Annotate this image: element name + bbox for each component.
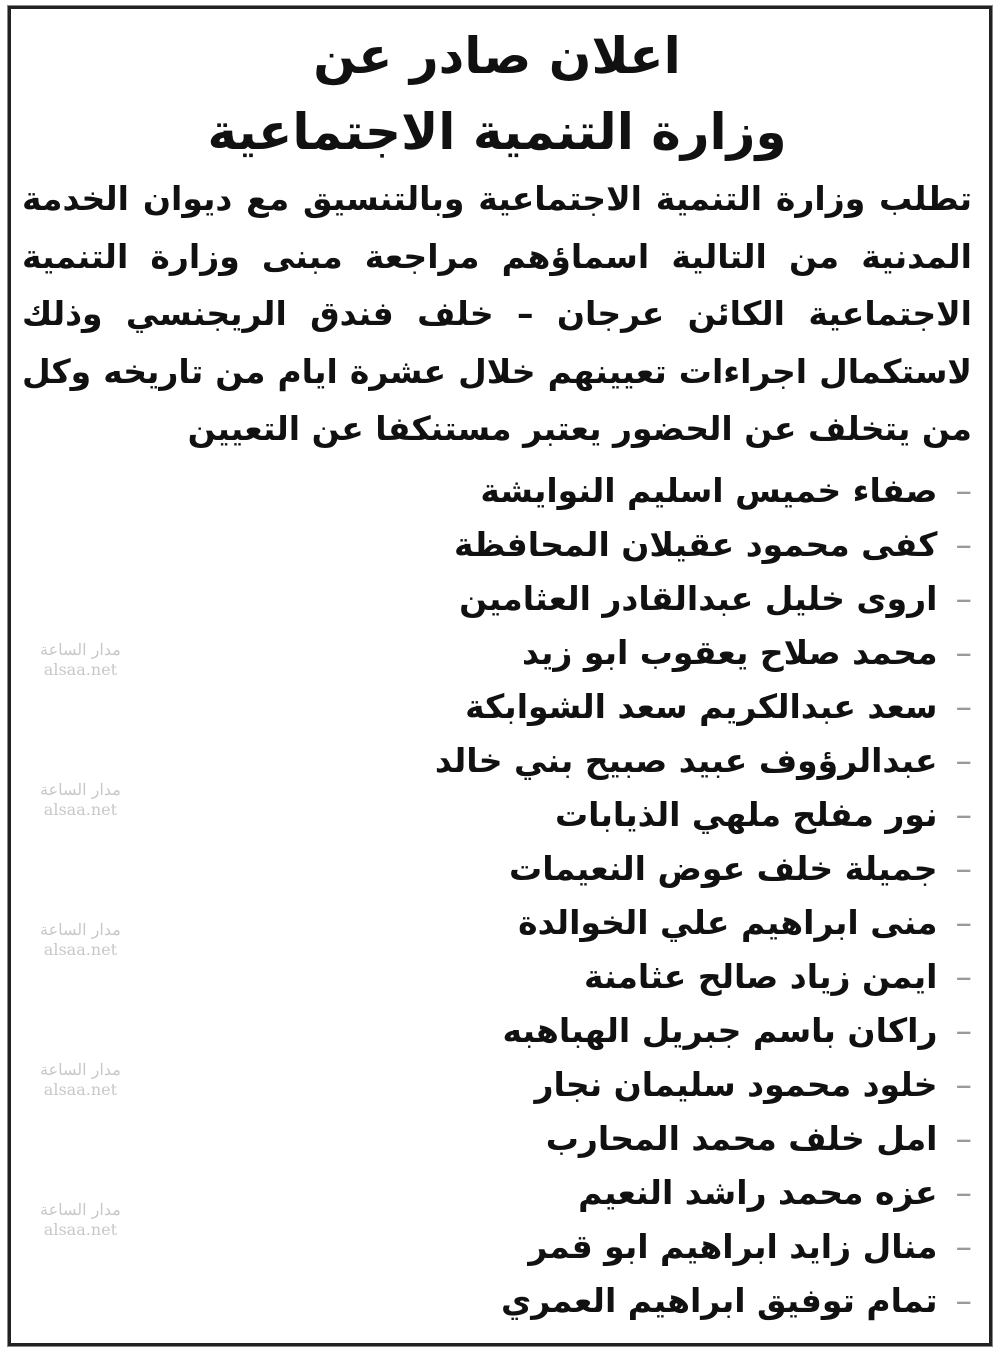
name-list-item xyxy=(22,1274,972,1328)
name-list-item xyxy=(22,680,972,734)
watermark-line-2: alsaa.net xyxy=(43,660,118,679)
name-text: جميلة خلف عوض النعيمات xyxy=(509,848,938,888)
watermark-line-2: alsaa.net xyxy=(43,1220,118,1239)
name-text: محمد صلاح يعقوب ابو زيد xyxy=(521,632,938,672)
name-text: خلود محمود سليمان نجار xyxy=(534,1064,938,1104)
bullet-dash: – xyxy=(955,632,972,672)
name-list-item xyxy=(22,572,972,626)
name-text: اروى خليل عبدالقادر العثامين xyxy=(459,578,938,618)
name-text: سعد عبدالكريم سعد الشوابكة xyxy=(465,686,938,726)
watermark-line-2: alsaa.net xyxy=(43,940,118,959)
name-text: منال زايد ابراهيم ابو قمر xyxy=(528,1226,938,1266)
watermark xyxy=(40,1200,121,1240)
name-list-item xyxy=(22,1004,972,1058)
bullet-dash: – xyxy=(955,1010,972,1050)
bullet-dash: – xyxy=(955,956,972,996)
watermark-line-1: مدار الساعة xyxy=(40,780,121,799)
name-list-item xyxy=(22,842,972,896)
name-text: عزه محمد راشد النعيم xyxy=(578,1172,938,1212)
name-list-item xyxy=(22,734,972,788)
watermark xyxy=(40,1060,121,1100)
bullet-dash: – xyxy=(955,470,972,510)
name-list-item xyxy=(22,1058,972,1112)
name-list-item xyxy=(22,626,972,680)
title-line-2: وزارة التنمية الاجتماعية xyxy=(207,103,787,161)
bullet-dash: – xyxy=(955,794,972,834)
name-text: نور مفلح ملهي الذيابات xyxy=(554,794,938,834)
name-text: تمام توفيق ابراهيم العمري xyxy=(501,1280,938,1320)
watermark-line-1: مدار الساعة xyxy=(40,1060,121,1079)
name-text: كفى محمود عقيلان المحافظة xyxy=(453,524,938,564)
name-text: امل خلف محمد المحارب xyxy=(545,1118,938,1158)
bullet-dash: – xyxy=(955,848,972,888)
announcement-body: تطلب وزارة التنمية الاجتماعية وبالتنسيق مع ديوان الخدمة المدنية من التالية اسماؤهم مراجعة مبنى وزارة التنمية الاجتماعية الكائن عرجان – خلف فندق الريجنسي وذلك لاستكمال اجراءات تعيينهم خلال عشرة ايام من تاريخه وكل من يتخلف عن الحضور يعتبر مستنكفا عن التعيين xyxy=(22,179,972,448)
watermark-line-1: مدار الساعة xyxy=(40,640,121,659)
watermark xyxy=(40,640,121,680)
name-list-item xyxy=(22,1166,972,1220)
name-text: راكان باسم جبريل الهباهبه xyxy=(502,1010,938,1050)
watermark xyxy=(40,780,121,820)
name-list-item xyxy=(22,1112,972,1166)
names-list xyxy=(22,464,972,1328)
bullet-dash: – xyxy=(955,1118,972,1158)
bullet-dash: – xyxy=(955,740,972,780)
name-list-item xyxy=(22,950,972,1004)
watermark xyxy=(40,920,121,960)
title-line-1: اعلان صادر عن xyxy=(313,27,681,85)
bullet-dash: – xyxy=(955,524,972,564)
bullet-dash: – xyxy=(955,1064,972,1104)
watermark-line-1: مدار الساعة xyxy=(40,1200,121,1219)
bullet-dash: – xyxy=(955,902,972,942)
name-list-item xyxy=(22,518,972,572)
bullet-dash: – xyxy=(955,1226,972,1266)
name-text: ايمن زياد صالح عثامنة xyxy=(584,956,938,996)
watermark-line-2: alsaa.net xyxy=(43,1080,118,1099)
name-list-item xyxy=(22,788,972,842)
name-text: منى ابراهيم علي الخوالدة xyxy=(518,902,938,942)
watermark-line-2: alsaa.net xyxy=(43,800,118,819)
watermark-line-1: مدار الساعة xyxy=(40,920,121,939)
name-text: عبدالرؤوف عبيد صبيح بني خالد xyxy=(434,740,938,780)
bullet-dash: – xyxy=(955,1280,972,1320)
bullet-dash: – xyxy=(955,578,972,618)
name-list-item xyxy=(22,464,972,518)
name-text: صفاء خميس اسليم النوايشة xyxy=(480,470,938,510)
name-list-item xyxy=(22,1220,972,1274)
bullet-dash: – xyxy=(955,1172,972,1212)
bullet-dash: – xyxy=(955,686,972,726)
name-list-item xyxy=(22,896,972,950)
